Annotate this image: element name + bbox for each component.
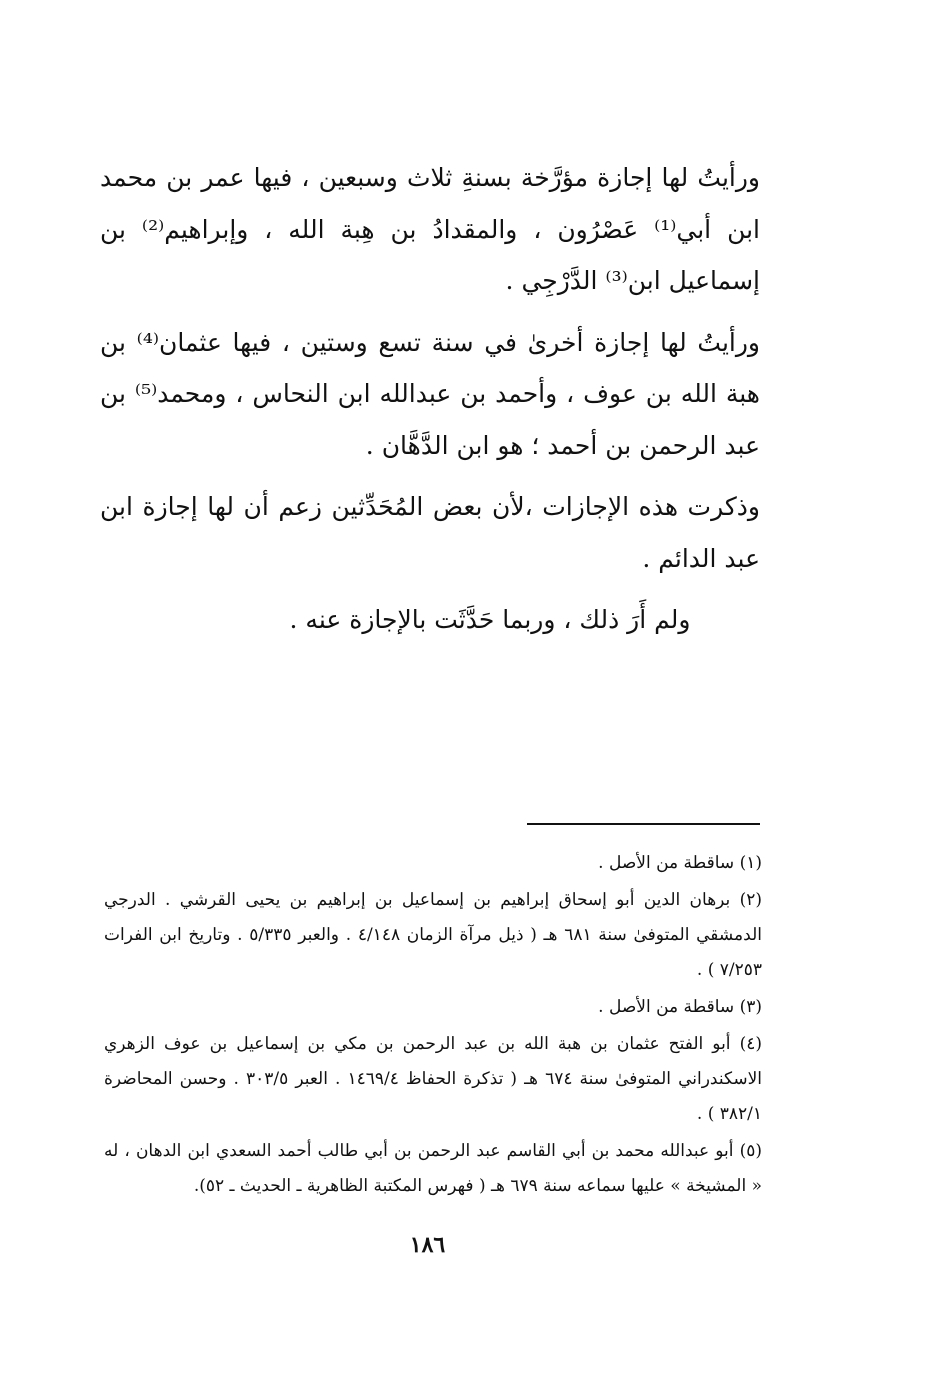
footnote-2: (٢) برهان الدين أبو إسحاق إبراهيم بن إسماعيل بن إبراهيم بن يحيى القرشي . الدرجي الدمشقي المتوفىٰ سنة ٦٨١ هـ ( ذيل مرآة الزمان ٤/١٤٨ . والعبر ٥/٣٣٥ . وتاريخ ابن الفرات ٧/٢٥٣ ) . (104, 890, 762, 980)
paragraph-2: ورأيتُ لها إجازة أخرىٰ في سنة تسع وستين ، فيها عثمان⁽⁴⁾ بن هبة الله بن عوف ، وأحمد بن عبدالله ابن النحاس ، ومحمد⁽⁵⁾ بن عبد الرحمن بن أحمد ؛ هو ابن الدَّهَّان . (100, 327, 760, 460)
paragraph-4: ولم أَرَ ذلك ، وربما حَدَّثَت بالإجازة عنه . (289, 605, 691, 634)
paragraph-1: ورأيتُ لها إجازة مؤرَّخة بسنةِ ثلاث وسبعين ، فيها عمر بن محمد ابن أبي⁽¹⁾ عَصْرُون ، والمقدادُ بن هِبة الله ، وإبراهيم⁽²⁾ بن إسماعيل ابن⁽³⁾ الدَّرْجِي . (100, 163, 761, 295)
footnote-divider (527, 823, 760, 825)
paragraph-3: وذكرت هذه الإجازات ،لأن بعض المُحَدِّثين زعم أن لها إجازة ابن عبد الدائم . (100, 492, 760, 573)
footnote-1: (١) ساقطة من الأصل . (598, 853, 762, 873)
footnote-5: (٥) أبو عبدالله محمد بن أبي القاسم عبد الرحمن بن أبي طالب أحمد السعدي ابن الدهان ، له « المشيخة » عليها سماعه سنة ٦٧٩ هـ ( فهرس المكتبة الظاهرية ـ الحديث ـ ٥٢). (104, 1141, 762, 1196)
footnotes (104, 846, 762, 1206)
main-text (100, 152, 760, 656)
page-number: ١٨٦ (409, 1232, 446, 1258)
footnote-4: (٤) أبو الفتح عثمان بن هبة الله بن عبد الرحمن بن مكي بن إسماعيل بن عوف الزهري الاسكندراني المتوفىٰ سنة ٦٧٤ هـ ( تذكرة الحفاظ ١٤٦٩/٤ . العبر ٣٠٣/٥ . وحسن المحاضرة ٣٨٢/١ ) . (104, 1034, 763, 1124)
footnote-3: (٣) ساقطة من الأصل . (598, 997, 762, 1017)
